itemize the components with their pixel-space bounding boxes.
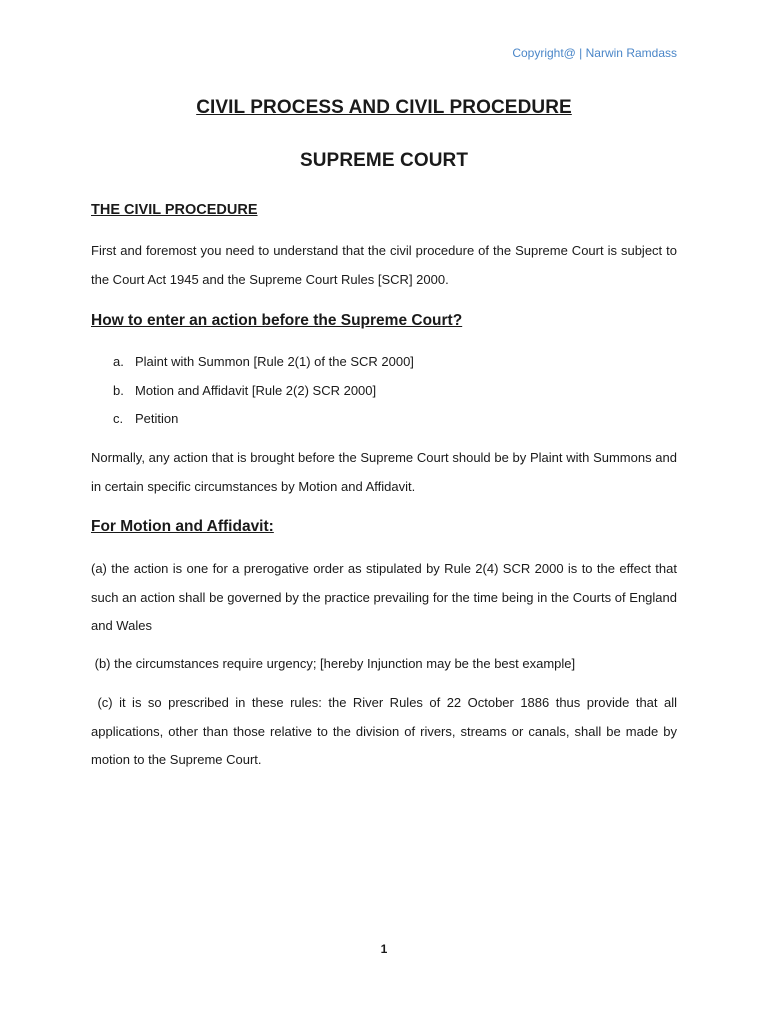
list-item-text: Petition — [135, 411, 179, 426]
paragraph-condition-c: (c) it is so prescribed in these rules: the River Rules of 22 October 1886 thus provide that all applications, other than those relative to the division of rivers, streams or canals, shall be made by motion to the Supreme Court. — [91, 695, 681, 767]
section-heading-motion-affidavit: For Motion and Affidavit: — [91, 518, 274, 535]
paragraph-normally: Normally, any action that is brought before the Supreme Court should be by Plaint with Summons and in certain specific circumstances by Motion and Affidavit. — [91, 450, 677, 494]
list-marker: a. — [113, 354, 124, 369]
list-item-text: Motion and Affidavit [Rule 2(2) SCR 2000] — [135, 382, 377, 398]
list-item-text: Plaint with Summon [Rule 2(1) of the SCR 2000] — [135, 354, 414, 369]
list-marker: c. — [113, 411, 124, 426]
document-title: CIVIL PROCESS AND CIVIL PROCEDURE — [196, 97, 572, 118]
section-heading-civil-procedure: THE CIVIL PROCEDURE — [91, 202, 258, 218]
list-item — [91, 377, 677, 406]
copyright-notice: Copyright@ | Narwin Ramdass — [512, 46, 677, 60]
list-marker: b. — [113, 382, 124, 398]
list-item — [91, 348, 677, 377]
section-heading-enter-action: How to enter an action before the Supreme Court? — [91, 312, 463, 329]
list-item — [91, 405, 677, 434]
paragraph-intro: First and foremost you need to understand that the civil procedure of the Supreme Court is subject to the Court Act 1945 and the Supreme Court Rules [SCR] 2000. — [91, 243, 677, 287]
paragraph-condition-a: (a) the action is one for a prerogative order as stipulated by Rule 2(4) SCR 2000 is to the effect that such an action shall be governed by the practice prevailing for the time being in the Courts of England and Wales — [91, 561, 677, 633]
page-number: 1 — [380, 942, 388, 956]
document-subtitle: SUPREME COURT — [299, 150, 469, 171]
paragraph-condition-b: (b) the circumstances require urgency; [hereby Injunction may be the best example] — [91, 656, 576, 671]
action-methods-list — [91, 348, 677, 434]
